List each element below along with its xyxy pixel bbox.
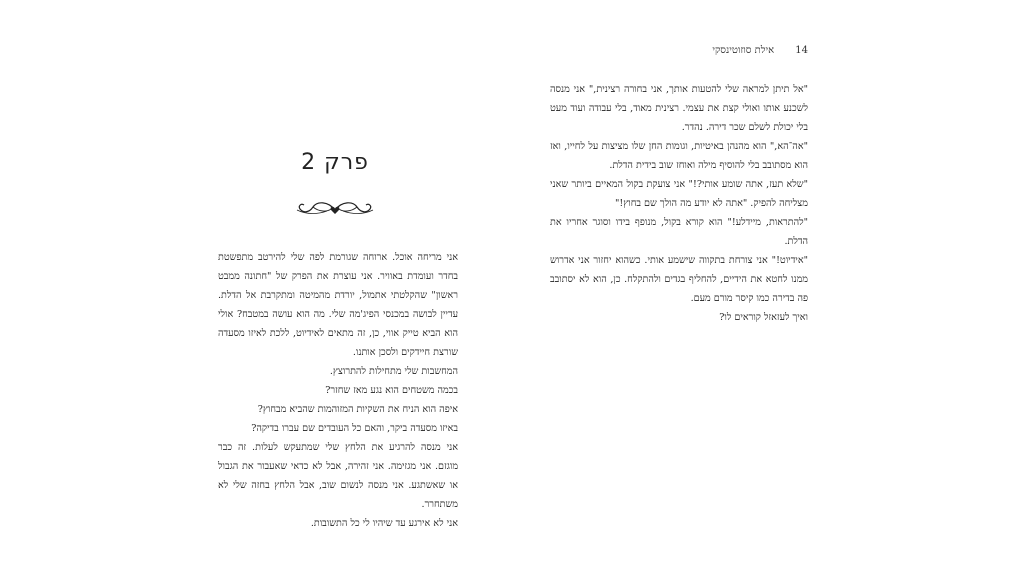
- paragraph: באיזו מסעדה ביקר, והאם כל העובדים שם עברו בדיקה?: [251, 423, 458, 434]
- running-header: [712, 45, 808, 56]
- author-name: אילת סוזוטינסקי: [712, 45, 775, 56]
- left-page: [210, 0, 460, 576]
- paragraph: "שלא תעז, אתה שומע אותי?!" אני צועקת בקול המאיים ביותר שאני מצליחה להפיק. "אתה לא יודע מה הולך שם בחוץ!": [550, 179, 808, 209]
- heart-flourish-icon: [295, 197, 375, 219]
- paragraph: בכמה משטחים הוא נגע מאז שחזר?: [325, 385, 458, 396]
- paragraph: "אה־הא," הוא מהנהן באיטיות, וגומות החן שלו מציצות על לחייו, ואז הוא מסתובב בלי להוסיף מילה ואוחז שוב בידית הדלת.: [550, 141, 808, 171]
- paragraph: אני מנסה להרגיע את הלחץ שלי שמתעקש לעלות. זה כבר מוגזם. אני מגזימה. אני זהירה, אבל לא כדאי שאעבור את הגבול או שאשתגע. אני מנסה לנשום שוב, אבל הלחץ בחזה שלי לא משתחרר.: [218, 442, 458, 510]
- paragraph: "להתראות, מיידלע!" הוא קורא בקול, מנופף בידו וסוגר אחריו את הדלת.: [550, 217, 808, 247]
- paragraph: "אל תיתן למראה שלי להטעות אותך, אני בחורה רצינית," אני מנסה לשכנע אותו ואולי קצת את עצמי. רצינית מאוד, בלי עבודה ועוד מעט בלי יכולת לשלם שכר דירה. נהדר.: [550, 84, 808, 133]
- paragraph: איפה הוא הניח את השקיות המזוהמות שהביא מבחוץ?: [257, 404, 458, 415]
- paragraph: המחשבות שלי מתחילות להתרוצץ.: [329, 366, 458, 377]
- paragraph: אני לא אירגע עד שיהיו לי כל התשובות.: [310, 518, 458, 529]
- paragraph: ואיך לעזאזל קוראים לו?: [719, 312, 808, 323]
- right-page: [548, 0, 808, 576]
- paragraph: "אידיוט!" אני צורחת בתקווה שישמע אותי. כשהוא יחזור אני אדרוש ממנו לחטא את הידיים, להחליף בגדים ולהתקלח. כן, הוא לא יסתובב פה בדירה כמו קיסר מורם מעם.: [550, 255, 808, 304]
- left-page-body: [218, 248, 458, 533]
- paragraph: אני מריחה אוכל. ארוחה שגורמת לפה שלי להירטב מתפשטת בחדר ועומדת באוויר. אני עוצרת את הפרק של "חתונה ממבט ראשון" שהקלטתי אתמול, יורדת מהמיטה ומתקרבת אל הדלת. עדיין לבושה במכנסי הפיג'מה שלי. מה הוא עושה במטבח? אולי הוא הביא טייק אווי, כן, זה מתאים לאידיוט, ללכת לאיזו מסעדה שורצת חיידקים ולסכן אותנו.: [218, 252, 458, 358]
- page-number: 14: [795, 45, 808, 56]
- right-page-body: [550, 80, 808, 327]
- chapter-title: פרק 2: [301, 150, 369, 175]
